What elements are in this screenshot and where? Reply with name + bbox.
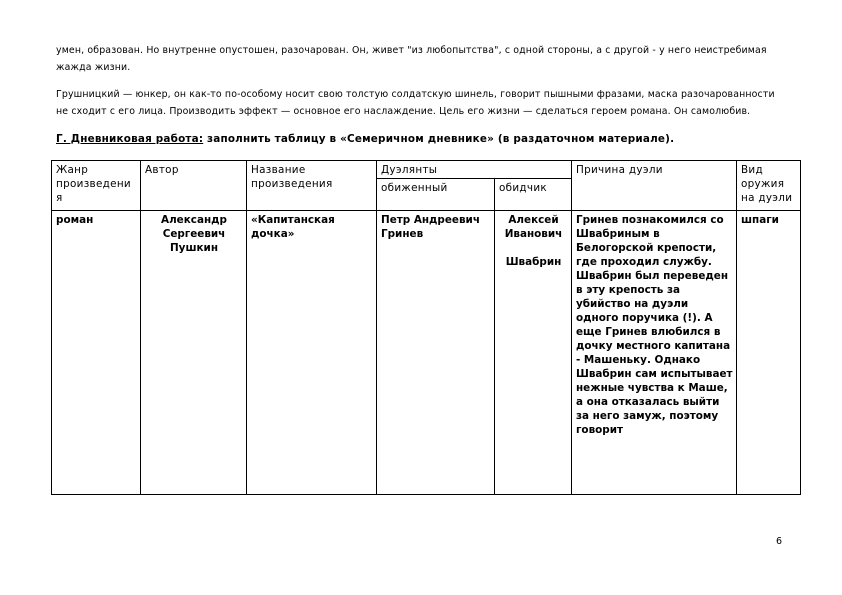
- cell-offended: Петр Андреевич Гринев: [377, 211, 495, 495]
- task-heading-text: заполнить таблицу в «Семеричном дневнике» (в раздаточном материале).: [203, 133, 675, 145]
- header-duelists: Дуэлянты: [377, 161, 572, 179]
- cell-author: Александр Сергеевич Пушкин: [141, 211, 247, 495]
- duel-diary-table: [51, 160, 801, 495]
- offender-surname: Швабрин: [505, 256, 562, 268]
- paragraph-grushnitsky: Грушницкий — юнкер, он как-то по-особому носит свою толстую солдатскую шинель, говорит пышными фразами, маска разочарованности не сходит с его лица. Производить эффект — основное его наслаждение. Цель его жизни — сделаться героем романа. Он самолюбив.: [56, 89, 775, 117]
- cell-title: «Капитанская дочка»: [247, 211, 377, 495]
- page-number: 6: [776, 536, 783, 547]
- cell-genre: роман: [52, 211, 141, 495]
- header-reason: Причина дуэли: [572, 161, 737, 211]
- cell-weapon: шпаги: [737, 211, 801, 495]
- header-genre: Жанр произведения: [52, 161, 141, 211]
- table-header-row: [52, 161, 801, 179]
- header-offender: обидчик: [495, 179, 572, 211]
- header-author: Автор: [141, 161, 247, 211]
- header-title: Название произведения: [247, 161, 377, 211]
- task-heading: [56, 133, 796, 145]
- offender-name: Алексей Иванович: [504, 214, 563, 240]
- header-offended: обиженный: [377, 179, 495, 211]
- paragraph-pechorin: умен, образован. Но внутренне опустошен, разочарован. Он, живет "из любопытства", с одной стороны, а с другой - у него неистребимая жажда жизни.: [56, 45, 767, 73]
- header-weapon: Вид оружия на дуэли: [737, 161, 801, 211]
- task-heading-title: Г. Дневниковая работа:: [56, 133, 204, 145]
- cell-reason: Гринев познакомился со Швабриным в Белогорской крепости, где проходил службу. Швабрин был переведен в эту крепость за убийство на дуэли одного поручика (!). А еще Гринев влюбился в дочку местного капитана - Машеньку. Однако Швабрин сам испытывает нежные чувства к Маше, а она отказалась выйти за него замуж, поэтому говорит: [572, 211, 737, 495]
- table-row: [52, 211, 801, 495]
- cell-offender: [495, 211, 572, 495]
